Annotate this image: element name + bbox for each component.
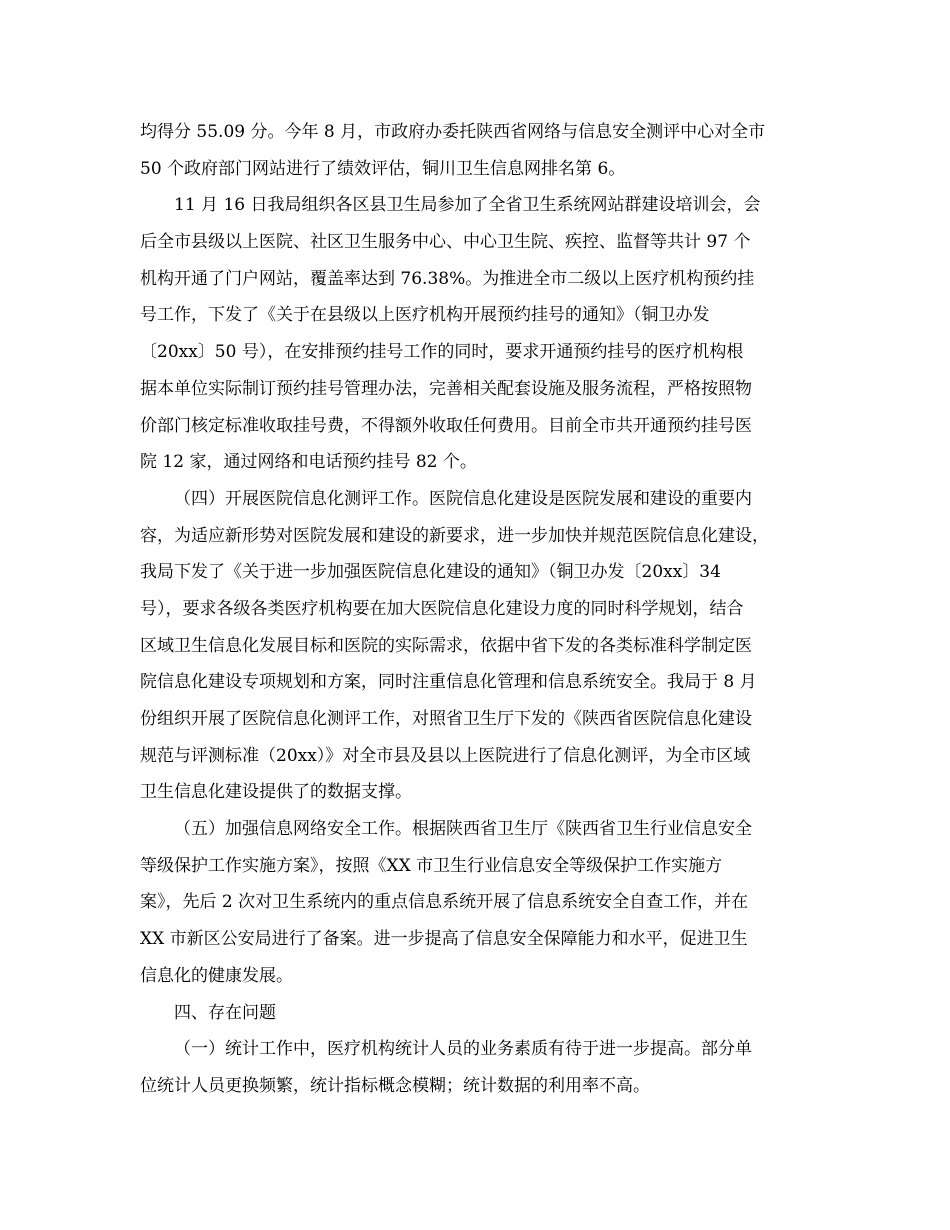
text-line: 院 12 家，通过网络和电话预约挂号 82 个。 xyxy=(140,452,477,473)
text-line: 卫生信息化建设提供了的数据支撑。 xyxy=(140,782,412,803)
text-line: 规范与评测标准（20xx）》对全市县及县以上医院进行了信息化测评，为全市区域 xyxy=(140,745,751,766)
text-line: 价部门核定标准收取挂号费，不得额外收取任何费用。目前全市共开通预约挂号医 xyxy=(140,415,752,436)
text-line: 院信息化建设专项规划和方案，同时注重信息化管理和信息系统安全。我局于 8 月 xyxy=(140,672,757,693)
text-line: （五）加强信息网络安全工作。根据陕西省卫生厅《陕西省卫生行业信息安全 xyxy=(174,819,752,840)
text-line: 份组织开展了医院信息化测评工作，对照省卫生厅下发的《陕西省医院信息化建设 xyxy=(140,709,752,729)
text-line: 机构开通了门户网站，覆盖率达到 76.38%。为推进全市二级以上医疗机构预约挂 xyxy=(140,268,755,289)
text-line: 50 个政府部门网站进行了绩效评估，铜川卫生信息网排名第 6。 xyxy=(140,158,626,179)
text-line: 均得分 55.09 分。今年 8 月，市政府办委托陕西省网络与信息安全测评中心对全市 xyxy=(140,122,766,142)
text-line: （四）开展医院信息化测评工作。医院信息化建设是医院发展和建设的重要内 xyxy=(174,488,752,509)
text-line: 信息化的健康发展。 xyxy=(140,965,293,986)
text-line: （一）统计工作中，医疗机构统计人员的业务素质有待于进一步提高。部分单 xyxy=(174,1039,752,1060)
text-line: 容，为适应新形势对医院发展和建设的新要求，进一步加快并规范医院信息化建设， xyxy=(140,525,769,546)
text-line: 11 月 16 日我局组织各区县卫生局参加了全省卫生系统网站群建设培训会，会 xyxy=(174,195,761,216)
document-body xyxy=(140,114,820,1105)
text-line: 案》，先后 2 次对卫生系统内的重点信息系统开展了信息系统安全自查工作，并在 xyxy=(140,892,749,913)
text-line: 后全市县级以上医院、社区卫生服务中心、中心卫生院、疾控、监督等共计 97 个 xyxy=(140,232,751,253)
text-line: 等级保护工作实施方案》，按照《XX 市卫生行业信息安全等级保护工作实施方 xyxy=(140,855,723,876)
text-line: 四、存在问题 xyxy=(174,1002,276,1023)
text-line: 号工作，下发了《关于在县级以上医疗机构开展预约挂号的通知》（铜卫办发 xyxy=(140,305,710,326)
text-line: 〔20xx〕50 号），在安排预约挂号工作的同时，要求开通预约挂号的医疗机构根 xyxy=(140,342,744,363)
text-line: 区域卫生信息化发展目标和医院的实际需求，依据中省下发的各类标准科学制定医 xyxy=(140,635,752,656)
text-line: 号），要求各级各类医疗机构要在加大医院信息化建设力度的同时科学规划，结合 xyxy=(140,598,744,619)
text-line: 位统计人员更换频繁，统计指标概念模糊；统计数据的利用率不高。 xyxy=(140,1075,650,1096)
text-line: 据本单位实际制订预约挂号管理办法，完善相关配套设施及服务流程，严格按照物 xyxy=(140,378,752,399)
text-line: XX 市新区公安局进行了备案。进一步提高了信息安全保障能力和水平，促进卫生 xyxy=(140,929,748,950)
text-line: 我局下发了《关于进一步加强医院信息化建设的通知》（铜卫办发〔20xx〕34 xyxy=(140,562,721,583)
